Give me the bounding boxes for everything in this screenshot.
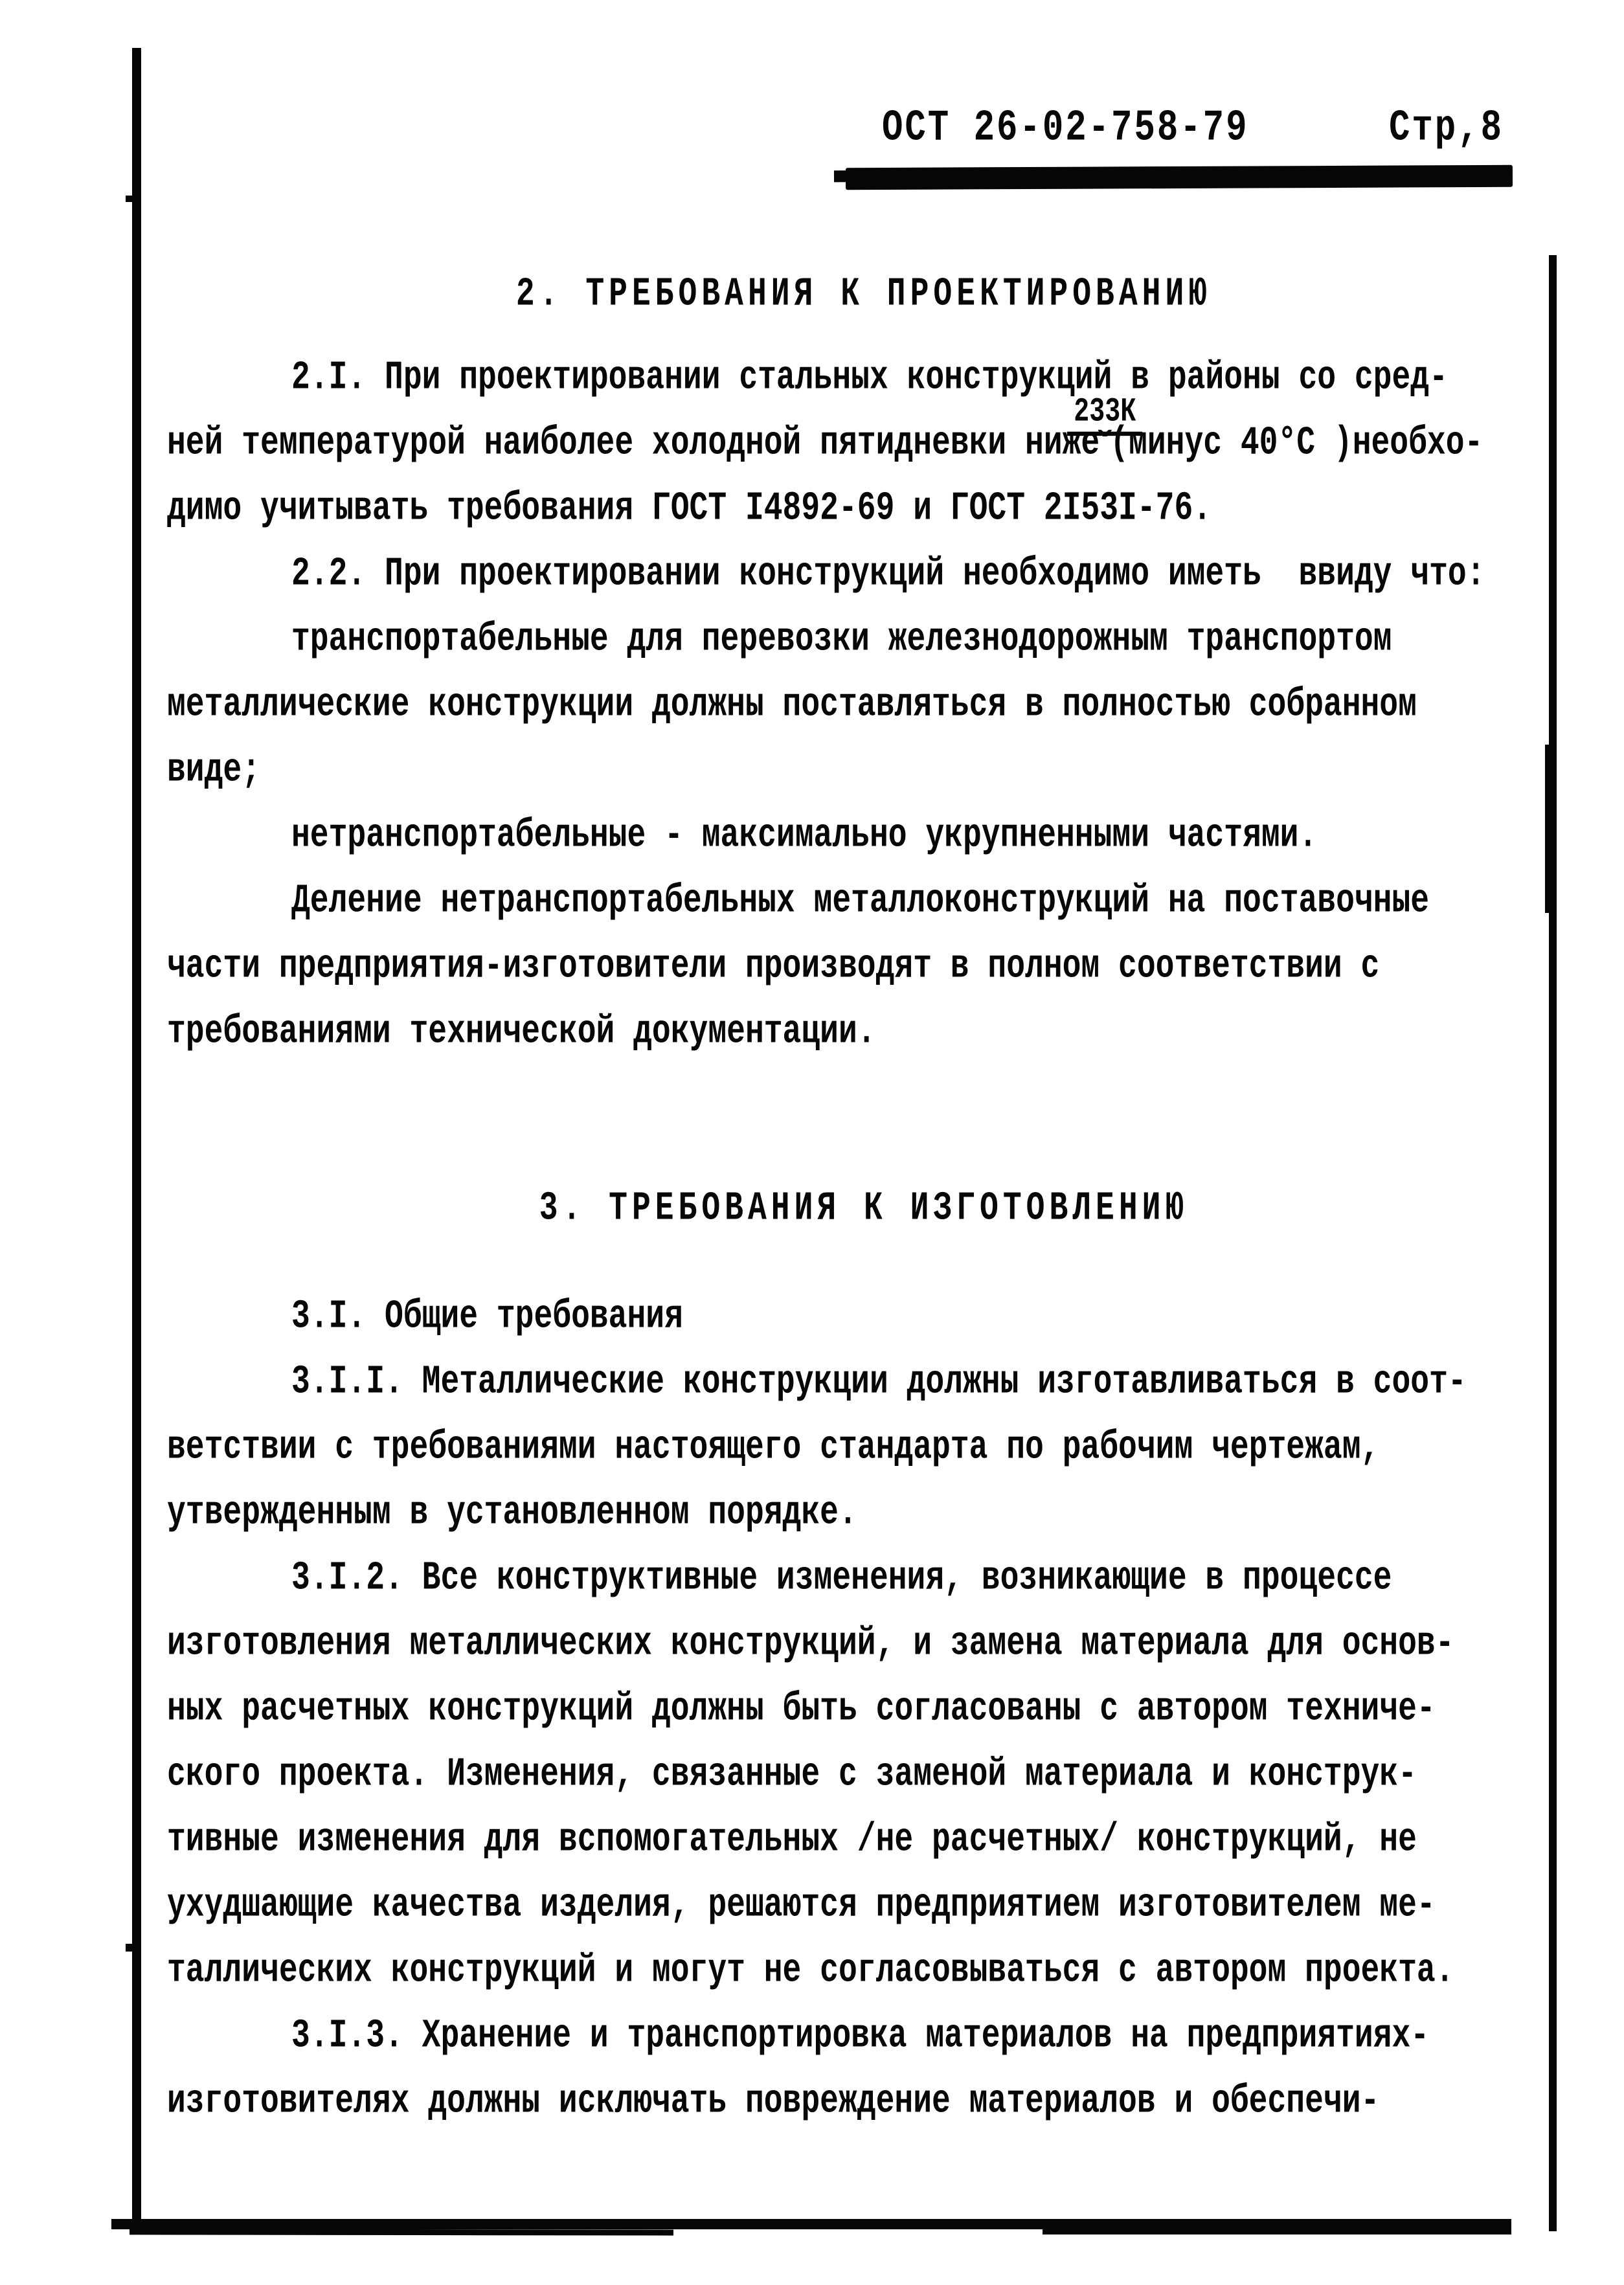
text-line: части предприятия-изготовители производят в полном соответствии с	[167, 943, 1380, 989]
document-body	[167, 0, 1561, 2135]
text-line: требованиями технической документации.	[167, 1009, 876, 1055]
bottom-border-line-overlap	[1043, 2226, 1511, 2234]
text-line: димо учитывать требования ГОСТ I4892-69 и ГОСТ 2I53I-76.	[167, 486, 1212, 532]
section-heading: 2. ТРЕБОВАНИЯ К ПРОЕКТИРОВАНИЮ	[515, 271, 1212, 317]
document-number: ОСТ 26-02-758-79	[882, 104, 1249, 153]
text-line: 3.I.3. Хранение и транспортировка материалов на предприятиях-	[291, 2013, 1430, 2059]
text-segment: (минус 40°С )необхо-	[1110, 420, 1483, 466]
text-line: изготовителях должны исключать повреждение материалов и обеспечи-	[167, 2078, 1380, 2124]
text-line: 3.I.2. Все конструктивные изменения, возникающие в процессе	[291, 1555, 1392, 1601]
text-line: утвержденным в установленном порядке.	[167, 1490, 857, 1536]
text-line: ского проекта. Изменения, связанные с заменой материала и конструк-	[167, 1751, 1417, 1797]
page-number-label: Стр,8	[1388, 104, 1504, 153]
text-line: нетранспортабельные - максимально укрупненными частями.	[291, 813, 1318, 859]
text-line: ухудшающие качества изделия, решаются предприятием изготовителем ме-	[167, 1882, 1436, 1928]
text-line: металлические конструкции должны поставляться в полностью собранном	[167, 682, 1417, 728]
text-line: транспортабельные для перевозки железнодорожным транспортом	[291, 616, 1392, 662]
insertion-caret-icon	[1074, 394, 1136, 453]
text-line: ных расчетных конструкций должны быть согласованы с автором техниче-	[167, 1686, 1436, 1732]
text-line: Деление нетранспортабельных металлоконструкций на поставочные	[291, 878, 1430, 924]
section-heading: 3. ТРЕБОВАНИЯ К ИЗГОТОВЛЕНИЮ	[539, 1186, 1189, 1232]
text-line: 3.I.I. Металлические конструкции должны изготавливаться в соот-	[291, 1359, 1467, 1405]
left-border-line	[132, 48, 141, 2221]
bottom-border-line-echo	[130, 2229, 673, 2235]
text-line: виде;	[167, 747, 261, 793]
text-line: тивные изменения для вспомогательных /не расчетных/ конструкций, не	[167, 1817, 1417, 1863]
text-line: 2.2. При проектировании конструкций необходимо иметь ввиду что:	[291, 551, 1485, 597]
text-line: 2.I. При проектировании стальных конструкций в районы со сред-	[291, 355, 1448, 401]
text-segment: ней температурой наиболее холодной пятидневки ниже	[167, 420, 1100, 466]
text-line: 3.I. Общие требования	[291, 1294, 683, 1340]
text-line: изготовления металлических конструкций, и замена материала для основ-	[167, 1621, 1454, 1667]
handwritten-annotation: 233К	[1067, 396, 1142, 436]
text-line: ветствии с требованиями настоящего стандарта по рабочим чертежам,	[167, 1424, 1380, 1470]
text-line: таллических конструкций и могут не согласовываться с автором проекта.	[167, 1948, 1454, 1994]
